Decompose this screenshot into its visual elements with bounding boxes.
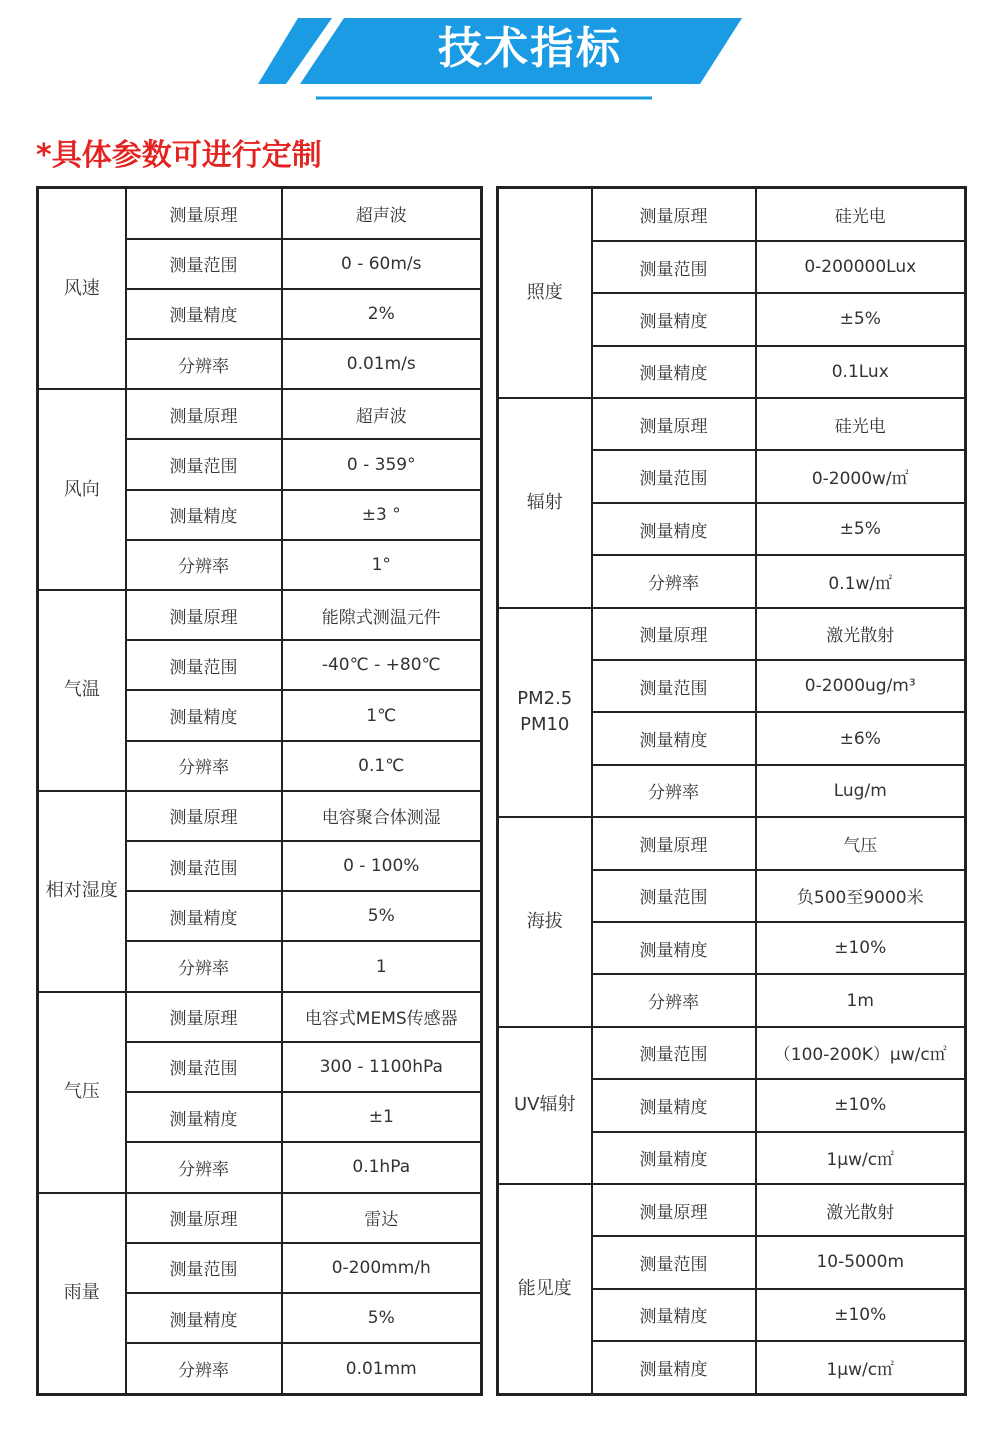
label-cell: 测量原理 (126, 791, 282, 841)
label-cell: 测量精度 (592, 922, 756, 974)
category-cell: 辐射 (498, 398, 592, 608)
value-cell: 0-2000ug/m³ (756, 660, 966, 712)
label-cell: 测量范围 (592, 1236, 756, 1288)
table-row (38, 389, 482, 439)
value-cell: 激光散射 (756, 608, 966, 660)
label-cell: 测量精度 (592, 1341, 756, 1394)
label-cell: 测量精度 (592, 346, 756, 398)
table-row (498, 1184, 966, 1236)
label-cell: 测量范围 (126, 439, 282, 489)
label-cell: 测量精度 (592, 503, 756, 555)
label-cell: 测量范围 (126, 640, 282, 690)
value-cell: 1μw/c㎡ (756, 1341, 966, 1394)
value-cell: 10-5000m (756, 1236, 966, 1288)
spec-table-left (36, 186, 483, 1396)
category-cell: PM2.5 PM10 (498, 608, 592, 818)
value-cell: 0.1Lux (756, 346, 966, 398)
value-cell: 0.1w/㎡ (756, 555, 966, 607)
value-cell: 0 - 359° (282, 439, 482, 489)
label-cell: 测量精度 (126, 289, 282, 339)
value-cell: 2% (282, 289, 482, 339)
label-cell: 分辨率 (126, 1142, 282, 1192)
value-cell: ±1 (282, 1092, 482, 1142)
label-cell: 测量精度 (592, 293, 756, 345)
value-cell: 1m (756, 974, 966, 1026)
table-row (498, 608, 966, 660)
value-cell: （100-200K）μw/c㎡ (756, 1027, 966, 1079)
label-cell: 测量精度 (592, 1132, 756, 1184)
label-cell: 测量精度 (126, 1293, 282, 1343)
value-cell: 5% (282, 1293, 482, 1343)
category-cell: 雨量 (38, 1193, 126, 1395)
label-cell: 分辨率 (592, 765, 756, 817)
value-cell: 0 - 100% (282, 841, 482, 891)
label-cell: 测量范围 (126, 239, 282, 289)
value-cell: 1 (282, 941, 482, 991)
value-cell: ±10% (756, 1289, 966, 1341)
label-cell: 分辨率 (126, 1343, 282, 1394)
value-cell: 硅光电 (756, 398, 966, 450)
value-cell: 0.1℃ (282, 741, 482, 791)
label-cell: 测量精度 (126, 490, 282, 540)
label-cell: 分辨率 (592, 974, 756, 1026)
value-cell: 负500至9000米 (756, 870, 966, 922)
value-cell: ±6% (756, 712, 966, 764)
value-cell: 5% (282, 891, 482, 941)
value-cell: ±5% (756, 503, 966, 555)
label-cell: 测量范围 (592, 241, 756, 293)
value-cell: 0 - 60m/s (282, 239, 482, 289)
table-row (498, 188, 966, 241)
header-banner (0, 0, 1000, 110)
table-row (38, 590, 482, 640)
value-cell: 300 - 1100hPa (282, 1042, 482, 1092)
label-cell: 测量精度 (592, 712, 756, 764)
category-cell: 能见度 (498, 1184, 592, 1395)
label-cell: 测量精度 (592, 1079, 756, 1131)
value-cell: 电容聚合体测湿 (282, 791, 482, 841)
table-row (38, 791, 482, 841)
label-cell: 测量原理 (592, 608, 756, 660)
label-cell: 测量范围 (592, 660, 756, 712)
value-cell: 0.01mm (282, 1343, 482, 1394)
value-cell: 0-200mm/h (282, 1243, 482, 1293)
value-cell: 超声波 (282, 389, 482, 439)
value-cell: 1° (282, 540, 482, 590)
category-cell: UV辐射 (498, 1027, 592, 1184)
label-cell: 测量精度 (592, 1289, 756, 1341)
category-cell: 气温 (38, 590, 126, 791)
value-cell: 能隙式测温元件 (282, 590, 482, 640)
value-cell: 雷达 (282, 1193, 482, 1243)
table-row (38, 188, 482, 239)
value-cell: 激光散射 (756, 1184, 966, 1236)
table-row (498, 398, 966, 450)
label-cell: 分辨率 (126, 741, 282, 791)
label-cell: 分辨率 (126, 540, 282, 590)
table-row (38, 1193, 482, 1243)
value-cell: 0.1hPa (282, 1142, 482, 1192)
value-cell: 硅光电 (756, 188, 966, 241)
value-cell: 1℃ (282, 690, 482, 740)
value-cell: 气压 (756, 817, 966, 869)
label-cell: 测量范围 (592, 1027, 756, 1079)
label-cell: 测量原理 (592, 188, 756, 241)
label-cell: 测量精度 (126, 1092, 282, 1142)
category-cell: 气压 (38, 992, 126, 1193)
label-cell: 测量原理 (126, 1193, 282, 1243)
value-cell: 0-200000Lux (756, 241, 966, 293)
label-cell: 测量原理 (126, 992, 282, 1042)
label-cell: 分辨率 (126, 339, 282, 389)
value-cell: ±3 ° (282, 490, 482, 540)
label-cell: 测量范围 (126, 1042, 282, 1092)
value-cell: 超声波 (282, 188, 482, 239)
table-row (38, 992, 482, 1042)
label-cell: 测量原理 (126, 590, 282, 640)
label-cell: 分辨率 (592, 555, 756, 607)
value-cell: ±10% (756, 1079, 966, 1131)
label-cell: 分辨率 (126, 941, 282, 991)
label-cell: 测量原理 (126, 389, 282, 439)
label-cell: 测量范围 (126, 841, 282, 891)
category-cell: 风向 (38, 389, 126, 590)
category-cell: 照度 (498, 188, 592, 399)
value-cell: 0.01m/s (282, 339, 482, 389)
label-cell: 测量原理 (592, 1184, 756, 1236)
label-cell: 测量原理 (126, 188, 282, 239)
spec-table-right (496, 186, 967, 1396)
category-cell: 海拔 (498, 817, 592, 1027)
label-cell: 测量范围 (592, 450, 756, 502)
value-cell: -40℃ - +80℃ (282, 640, 482, 690)
value-cell: 电容式MEMS传感器 (282, 992, 482, 1042)
table-row (498, 817, 966, 869)
label-cell: 测量原理 (592, 398, 756, 450)
value-cell: 0-2000w/㎡ (756, 450, 966, 502)
label-cell: 测量范围 (592, 870, 756, 922)
label-cell: 测量范围 (126, 1243, 282, 1293)
label-cell: 测量精度 (126, 891, 282, 941)
value-cell: ±5% (756, 293, 966, 345)
label-cell: 测量原理 (592, 817, 756, 869)
table-row (498, 1027, 966, 1079)
value-cell: 1μw/c㎡ (756, 1132, 966, 1184)
page-title: 技术指标 (438, 23, 622, 74)
customization-note: *具体参数可进行定制 (36, 138, 322, 173)
value-cell: ±10% (756, 922, 966, 974)
category-cell: 相对湿度 (38, 791, 126, 992)
label-cell: 测量精度 (126, 690, 282, 740)
category-cell: 风速 (38, 188, 126, 390)
value-cell: Lug/m (756, 765, 966, 817)
